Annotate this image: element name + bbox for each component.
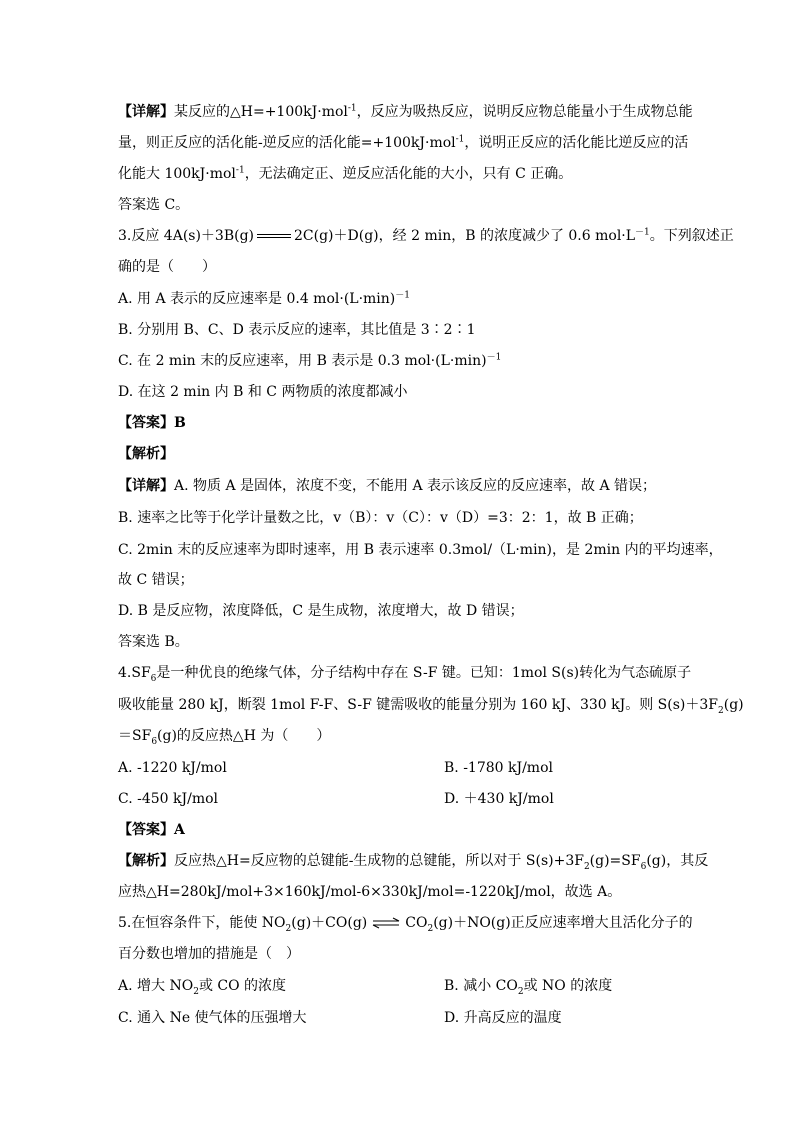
analysis-line-cont: 应热△H=280kJ/mol+3×160kJ/mol-6×330kJ/mol=-1220kJ/mol，故选 A。 [118, 884, 622, 900]
detail-line-d: D. B 是反应物，浓度降低，C 是生成物，浓度增大，故 D 错误； [118, 603, 524, 619]
question-3-stem: 3.反应 4A(s)＋3B(g) 2C(g)＋D(g)，经 2 min，B 的浓度减少了 0.6 $mol\cdot L^{-1}$。下列叙述正 [118, 227, 734, 244]
detail-line-c-cont: 故 C 错误； [118, 572, 194, 588]
question-4-stem-end: $=SF_6(g)$的反应热△H 为（ ） [118, 728, 331, 747]
detail-line-b: B. 速率之比等于化学计量数之比，v（B）：v（C）：v（D）=3：2：1，故 B 正确； [118, 510, 643, 526]
answer-line: 答案选 B。 [118, 634, 189, 650]
question-5-stem: 5.在恒容条件下，能使 $NO_2(g)+CO(g)$ $CO_2(g)+NO(g)$正反应速率增大且活化分子的 [118, 915, 693, 934]
answer-tag: 【答案】A [118, 822, 185, 838]
answer-line: 答案选 C。 [118, 197, 190, 213]
line-2: 量，则正反应的活化能-逆反应的活化能=+100kJ·mol$^{-1}$，说明正反应的活化能比逆反应的活 [118, 134, 689, 151]
option-b: B. 分别用 B、C、D 表示反应的速率，其比值是 3∶2∶1 [118, 322, 476, 338]
option-a: A. 用 A 表示的反应速率是 0.4 $mol\cdot(L\cdot\min)^{-1}$ [118, 290, 410, 307]
analysis-line: 【解析】反应热△H=反应物的总键能-生成物的总键能，所以对于 $S(s)+3F_2(g)=SF_6(g)$，其反 [118, 853, 709, 872]
question-4-stem-cont: 吸收能量 280 kJ，断裂 1mol F-F、S-F 键需吸收的能量分别为 160 kJ、330 kJ。则 $S(s)+3F_2(g)$ [118, 697, 744, 716]
answer-tag: 【答案】B [118, 415, 186, 431]
question-5-stem-cont: 百分数也增加的措施是（ ） [118, 946, 300, 962]
question-4-stem: $4.SF_6$是一种优良的绝缘气体，分子结构中存在 S-F 键。已知：1mol S(s)转化为气态硫原子 [118, 665, 692, 684]
option-c: C. 在 2 min 末的反应速率，用 B 表示是 0.3 $mol\cdot(L\cdot\min)^{-1}$ [118, 352, 502, 369]
option-c: C. 通入 Ne 使气体的压强增大 [118, 1010, 307, 1026]
equals-sign-icon [257, 230, 291, 242]
detail-tag: 【详解】 [118, 104, 174, 120]
option-d: D. 升高反应的温度 [444, 1010, 562, 1026]
question-3-stem-cont: 确的是（ ） [118, 259, 216, 275]
option-a: A. -1220 kJ/mol [118, 760, 227, 776]
option-a: A. 增大 $NO_2$或 CO 的浓度 [118, 978, 287, 997]
option-d: D. ＋430 kJ/mol [444, 791, 554, 807]
detail-line-c: C. 2min 末的反应速率为即时速率，用 B 表示速率 0.3mol/（L·min)，是 2min 内的平均速率， [118, 542, 723, 558]
line-1: 【详解】某反应的△H=+100kJ·mol$^{-1}$，反应为吸热反应，说明反应物总能量小于生成物总能 [118, 103, 693, 120]
option-b: B. 减小 $CO_2$或 NO 的浓度 [444, 978, 613, 997]
option-b: B. -1780 kJ/mol [444, 760, 553, 776]
detail-line-a: 【详解】A. 物质 A 是固体，浓度不变，不能用 A 表示该反应的反应速率，故 A 错误； [118, 478, 657, 494]
option-c: C. -450 kJ/mol [118, 791, 219, 807]
option-d: D. 在这 2 min 内 B 和 C 两物质的浓度都减小 [118, 384, 408, 400]
analysis-tag: 【解析】 [118, 446, 174, 462]
reversible-arrow-icon [371, 917, 401, 929]
line-3: 化能大 100kJ·mol$^{-1}$，无法确定正、逆反应活化能的大小，只有 C 正确。 [118, 165, 573, 182]
